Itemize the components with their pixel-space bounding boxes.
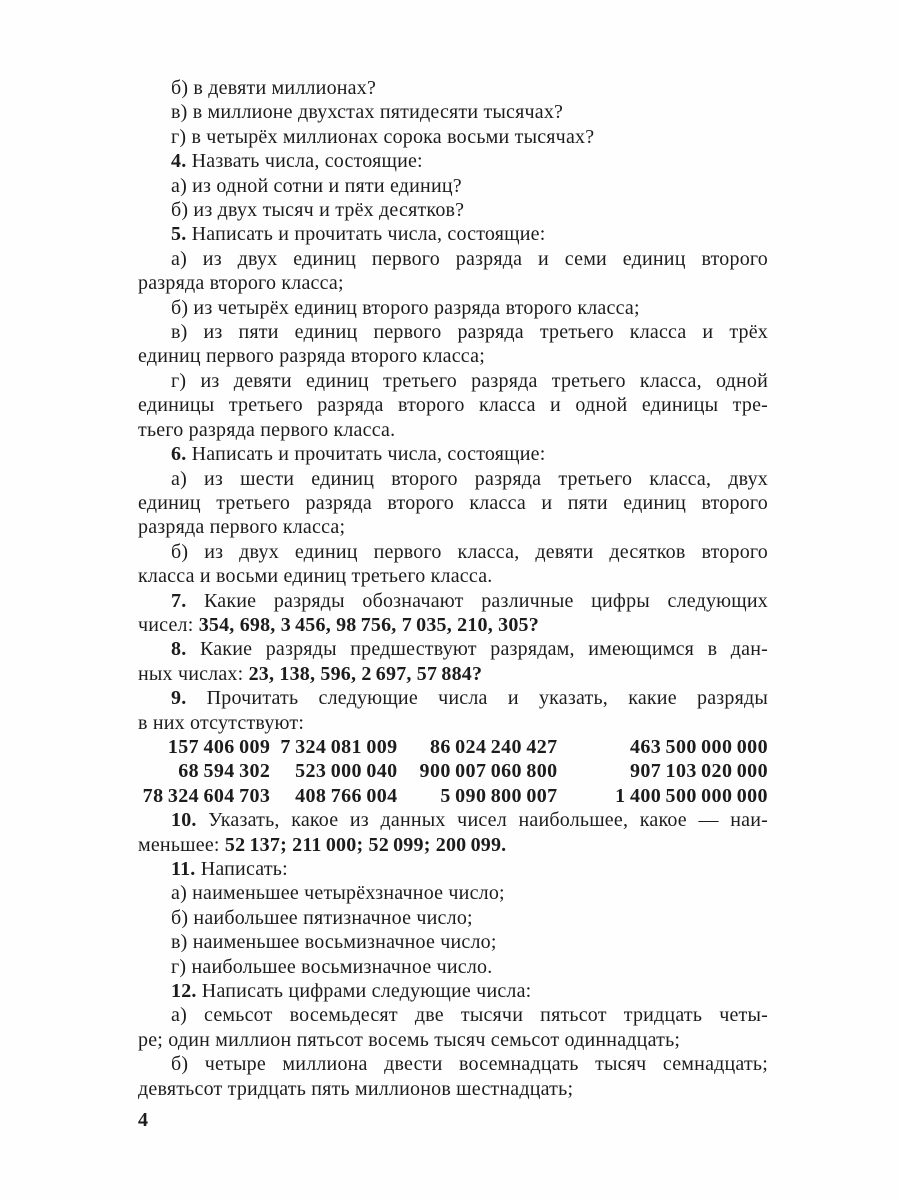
text-line: г) наибольшее восьмизначное число.	[171, 955, 493, 978]
number-value: 463 500 000 000	[629, 735, 768, 758]
text-line: б) из двух единиц первого класса, девяти десятков второго	[171, 540, 768, 563]
text-line: а) наименьшее четырёхзначное число;	[171, 882, 505, 905]
text-line: а) из шести единиц второго разряда третьего класса, двух	[171, 467, 768, 490]
text-line: 6. Написать и прочитать числа, состоящие:	[171, 443, 546, 466]
number-value: 900 007 060 800	[419, 760, 558, 783]
page-body	[138, 76, 768, 1101]
text-line: а) из одной сотни и пяти единиц?	[171, 174, 462, 197]
number-value: 5 090 800 007	[440, 784, 558, 807]
number-row	[138, 735, 768, 759]
text-line: девятьсот тридцать пять миллионов шестнадцать;	[138, 1077, 574, 1100]
number-value: 86 024 240 427	[429, 735, 558, 758]
text-line: в) наименьшее восьмизначное число;	[171, 931, 497, 954]
text-line: тьего разряда первого класса.	[138, 418, 396, 441]
number-value: 408 766 004	[295, 784, 398, 807]
text-line: г) в четырёх миллионах сорока восьми тысячах?	[171, 125, 595, 148]
text-line: 10. Указать, какое из данных чисел наибольшее, какое — наи-	[171, 809, 768, 832]
number-value: 78 324 604 703	[142, 784, 271, 807]
page-number: 4	[138, 1109, 148, 1131]
text-line: в них отсутствуют:	[138, 711, 305, 734]
text-line: 7. Какие разряды обозначают различные цифры следующих	[171, 589, 768, 612]
number-value: 68 594 302	[178, 760, 271, 783]
text-line: 11. Написать:	[171, 858, 288, 880]
text-line: 4. Назвать числа, состоящие:	[171, 150, 423, 173]
text-line: б) наибольшее пятизначное число;	[171, 906, 473, 929]
text-line: а) семьсот восемьдесят две тысячи пятьсот тридцать четы-	[171, 1004, 768, 1027]
text-line: 8. Какие разряды предшествуют разрядам, имеющимся в дан-	[171, 638, 768, 661]
number-value: 7 324 081 009	[280, 735, 398, 758]
text-line: б) в девяти миллионах?	[171, 77, 377, 99]
text-line: 9. Прочитать следующие числа и указать, какие разряды	[171, 687, 768, 710]
number-value: 523 000 040	[295, 760, 398, 783]
text-line: класса и восьми единиц третьего класса.	[138, 565, 493, 588]
text-line: единицы третьего разряда второго класса и одной единицы тре-	[138, 394, 768, 417]
text-line: ных числах: 23, 138, 596, 2 697, 57 884?	[138, 662, 483, 685]
number-row	[138, 759, 768, 783]
text-line: 12. Написать цифрами следующие числа:	[171, 980, 532, 1003]
text-line: б) из четырёх единиц второго разряда второго класса;	[171, 296, 640, 319]
text-line: в) в миллионе двухстах пятидесяти тысячах?	[171, 101, 564, 124]
text-line: разряда второго класса;	[138, 272, 344, 295]
text-line: б) из двух тысяч и трёх десятков?	[171, 199, 465, 222]
text-line: г) из девяти единиц третьего разряда третьего класса, одной	[171, 369, 768, 392]
text-line: меньшее: 52 137; 211 000; 52 099; 200 099.	[138, 833, 507, 856]
text-line: ре; один миллион пятьсот восемь тысяч семьсот одиннадцать;	[138, 1028, 681, 1051]
text-line: б) четыре миллиона двести восемнадцать тысяч семнадцать;	[171, 1053, 768, 1076]
text-line: разряда первого класса;	[138, 516, 346, 539]
text-line: а) из двух единиц первого разряда и семи единиц второго	[171, 247, 768, 270]
number-row	[138, 784, 768, 808]
text-line: чисел: 354, 698, 3 456, 98 756, 7 035, 210, 305?	[138, 613, 539, 636]
number-value: 1 400 500 000 000	[615, 784, 768, 807]
text-line: единиц третьего разряда второго класса и пяти единиц второго	[138, 491, 768, 514]
text-line: в) из пяти единиц первого разряда третьего класса и трёх	[171, 321, 768, 344]
text-line: единиц первого разряда второго класса;	[138, 345, 485, 368]
number-value: 157 406 009	[167, 735, 271, 758]
number-value: 907 103 020 000	[629, 760, 768, 783]
text-line: 5. Написать и прочитать числа, состоящие:	[171, 223, 546, 246]
